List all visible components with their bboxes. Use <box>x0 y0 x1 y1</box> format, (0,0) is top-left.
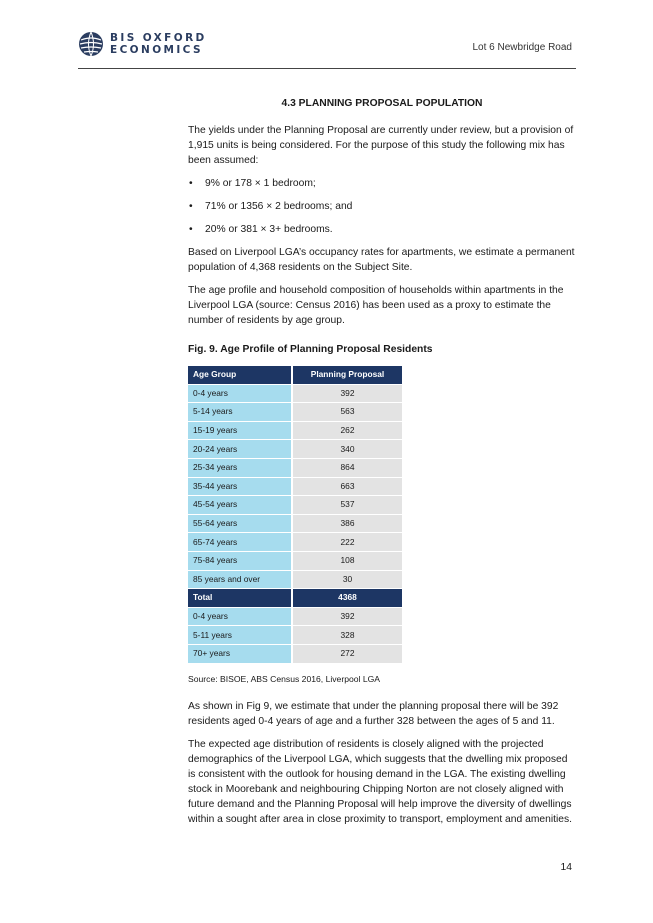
table-row <box>188 552 402 570</box>
section-heading: 4.3 PLANNING PROPOSAL POPULATION <box>281 98 483 109</box>
dwelling-mix-list <box>188 176 576 237</box>
logo-line-2: ECONOMICS <box>110 44 203 56</box>
table-row <box>188 645 402 663</box>
value-cell: 537 <box>291 496 402 514</box>
list-item: • 9% or 178 × 1 bedroom; <box>188 176 576 191</box>
globe-logo-icon <box>78 31 104 57</box>
table-row <box>188 403 402 421</box>
header-divider <box>78 68 576 69</box>
page-number: 14 <box>560 862 572 873</box>
value-cell: 392 <box>291 385 402 403</box>
value-cell: 272 <box>291 645 402 663</box>
table-row <box>188 533 402 551</box>
document-title: Lot 6 Newbridge Road <box>472 42 572 53</box>
age-group-cell: 75-84 years <box>188 552 291 570</box>
table-row <box>188 608 402 626</box>
table-row <box>188 571 402 589</box>
age-group-cell: 0-4 years <box>188 608 291 626</box>
table-row <box>188 422 402 440</box>
age-group-cell: 70+ years <box>188 645 291 663</box>
table-row <box>188 459 402 477</box>
table-row <box>188 385 402 403</box>
value-cell: 30 <box>291 571 402 589</box>
total-label-cell: Total <box>188 589 291 607</box>
value-cell: 864 <box>291 459 402 477</box>
findings-paragraph: As shown in Fig 9, we estimate that under the planning proposal there will be 392 residents aged 0-4 years of age and a further 328 between the ages of 5 and 11. <box>188 700 559 727</box>
value-cell: 563 <box>291 403 402 421</box>
age-group-cell: 85 years and over <box>188 571 291 589</box>
list-item: • 20% or 381 × 3+ bedrooms. <box>188 222 576 237</box>
company-logo <box>78 31 207 57</box>
table-row <box>188 440 402 458</box>
table-row <box>188 478 402 496</box>
age-group-cell: 45-54 years <box>188 496 291 514</box>
total-value-cell: 4368 <box>291 589 402 607</box>
occupancy-paragraph: Based on Liverpool LGA’s occupancy rates for apartments, we estimate a permanent population of 4,368 residents on the Subject Site. <box>188 247 575 273</box>
age-profile-paragraph: The age profile and household composition of households within apartments in the Liverpool LGA (source: Census 2016) has been used as a proxy to estimate the number of residents by age group. <box>188 285 564 326</box>
value-cell: 222 <box>291 533 402 551</box>
age-group-cell: 0-4 years <box>188 385 291 403</box>
value-cell: 392 <box>291 608 402 626</box>
value-cell: 386 <box>291 515 402 533</box>
value-cell: 328 <box>291 626 402 644</box>
value-cell: 340 <box>291 440 402 458</box>
column-header: Planning Proposal <box>291 366 402 384</box>
main-content <box>188 96 576 835</box>
distribution-paragraph: The expected age distribution of residents is closely aligned with the projected demographics of the Liverpool LGA, which suggests that the dwelling mix proposed is consistent with the outlook for housing demand in the LGA. The existing dwelling stock in Moorebank and neighbouring Chipping Norton are not closely aligned with future demand and the Planning Proposal will help improve the diversity of dwellings within a sought after area in close proximity to transport, employment and amenities. <box>188 738 573 825</box>
figure-title: Fig. 9. Age Profile of Planning Proposal Residents <box>188 344 433 355</box>
age-group-cell: 15-19 years <box>188 422 291 440</box>
table-row <box>188 515 402 533</box>
total-row <box>188 589 402 607</box>
age-group-cell: 55-64 years <box>188 515 291 533</box>
list-item: • 71% or 1356 × 2 bedrooms; and <box>188 199 576 214</box>
table-row <box>188 626 402 644</box>
age-group-cell: 25-34 years <box>188 459 291 477</box>
table-header-row <box>188 366 402 384</box>
age-group-cell: 35-44 years <box>188 478 291 496</box>
age-group-cell: 5-14 years <box>188 403 291 421</box>
age-group-cell: 20-24 years <box>188 440 291 458</box>
value-cell: 108 <box>291 552 402 570</box>
table-row <box>188 496 402 514</box>
intro-paragraph: The yields under the Planning Proposal are currently under review, but a provision of 1,915 units is being considered. For the purpose of this study the following mix has been assumed: <box>188 125 574 166</box>
age-group-cell: 5-11 years <box>188 626 291 644</box>
value-cell: 663 <box>291 478 402 496</box>
table-source: Source: BISOE, ABS Census 2016, Liverpool LGA <box>188 673 381 684</box>
age-group-cell: 65-74 years <box>188 533 291 551</box>
age-profile-table <box>188 365 402 664</box>
value-cell: 262 <box>291 422 402 440</box>
logo-line-1: BIS OXFORD <box>110 32 207 44</box>
column-header: Age Group <box>188 366 291 384</box>
